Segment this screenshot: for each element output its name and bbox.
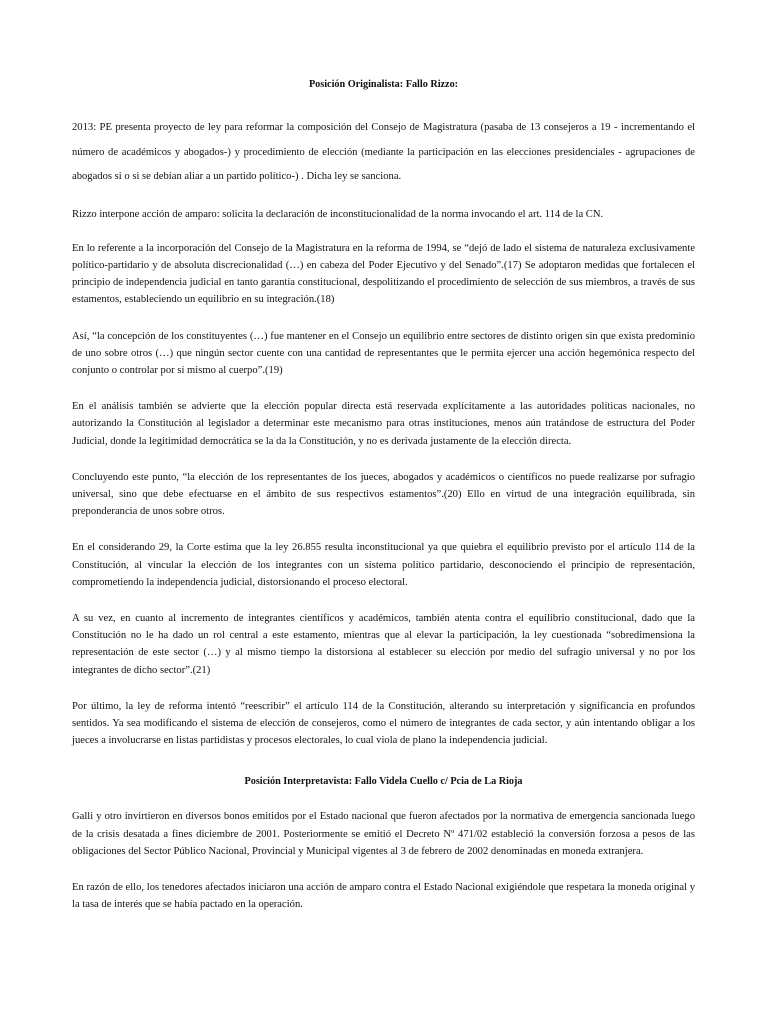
paragraph-eleccion-popular: En el análisis también se advierte que la elección popular directa está reservada explícitamente a las autoridades políticas nacionales, no autorizando la Constitución al legislador a determinar este mecanismo para otras instituciones, menos aún tratándose de estructura del Poder Judicial, donde la legitimidad democrática se la da la Constitución, y no es derivada justamente de la elección directa. [72,401,695,447]
paragraph-concepcion-constituyentes: Así, “la concepción de los constituyentes (…) fue mantener en el Consejo un equilibrio entre sectores de distinto origen sin que exista predominio de uno sobre otros (…) que ningún sector cuente con una cantidad de representantes que le permita ejercer una acción hegemónica respecto del conjunto o controlar por sí mismo al cuerpo”.(19) [72,330,695,376]
paragraph-considerando-29: En el considerando 29, la Corte estima que la ley 26.855 resulta inconstitucional ya que quiebra el equilibrio previsto por el artículo 114 de la Constitución, al vincular la elección de los integrantes con un sistema político partidario, desconociendo el principio de representación, comprometiendo la independencia judicial, distorsionando el proceso electoral. [72,542,695,588]
paragraph-incremento-integrantes: A su vez, en cuanto al incremento de integrantes científicos y académicos, también atenta contra el equilibrio constitucional, dado que la Constitución no le ha dado un rol central a este estamento, mientras que al elevar la participación, la ley cuestionada “sobredimensiona la representación de este sector (…) y al mismo tiempo la distorsiona al establecer su elección por medio del sufragio universal y no por los integrantes de dicho sector”.(21) [72,612,695,676]
paragraph-ley-reforma: Por último, la ley de reforma intentó “reescribir” el artículo 114 de la Constitución, alterando su interpretación y significancia en profundos sentidos. Ya sea modificando el sistema de elección de consejeros, como el número de integrantes de cada sector, y aún intentando obligar a los jueces a involucrarse en listas partidistas y procesos electorales, lo cual viola de plano la independencia judicial. [72,700,695,747]
paragraph-conclusion: Concluyendo este punto, “la elección de los representantes de los jueces, abogados y académicos o científicos no puede realizarse por sufragio universal, sino que debe efectuarse en el ámbito de sus respectivos estamentos”.(20) Ello en virtud de una integración equilibrada, sin preponderancia de unos sobre otros. [72,471,695,518]
paragraph-galli-bonos: Galli y otro invirtieron en diversos bonos emitidos por el Estado nacional que fueron afectados por la normativa de emergencia sancionada luego de la crisis desatada a fines diciembre de 2001. Posteriormente se emitió el Decreto Nº 471/02 estableció la conversión forzosa a pesos de las obligaciones del Sector Público Nacional, Provincial y Municipal vigentes al 3 de febrero de 2002 denominadas en moneda extranjera. [72,811,695,857]
section-heading-originalista: Posición Originalista: Fallo Rizzo: [308,79,459,90]
paragraph-proyecto-ley: 2013: PE presenta proyecto de ley para reformar la composición del Consejo de Magistratura (pasaba de 13 consejeros a 19 - incrementando el número de académicos y abogados-) y procedimiento de elección (mediante la participación en las elecciones presidenciales - agrupaciones de abogados si o si se debían aliar a un partido político-) . Dicha ley se sanciona. [72,122,695,182]
paragraph-consejo-reforma-1994: En lo referente a la incorporación del Consejo de la Magistratura en la reforma de 1994, se “dejó de lado el sistema de naturaleza exclusivamente político-partidario y de absoluta discrecionalidad (…) en cabeza del Poder Ejecutivo y del Senado”.(17) Se adoptaron medidas que fortalecen el principio de independencia judicial en tanto garantía constitucional, despolitizando el procedimiento de selección de sus miembros, a través de sus estamentos, estableciendo un equilibrio en su integración.(18) [72,242,695,306]
section-heading-interpretavista: Posición Interpretavista: Fallo Videla Cuello c/ Pcia de La Rioja [244,776,523,788]
paragraph-rizzo-amparo: Rizzo interpone acción de amparo: solicita la declaración de inconstitucionalidad de la norma invocando el art. 114 de la CN. [72,208,604,220]
paragraph-tenedores-amparo: En razón de ello, los tenedores afectados iniciaron una acción de amparo contra el Estado Nacional exigiéndole que respetara la moneda original y la tasa de interés que se había pactado en la operación. [72,881,695,911]
document-page [72,78,695,913]
